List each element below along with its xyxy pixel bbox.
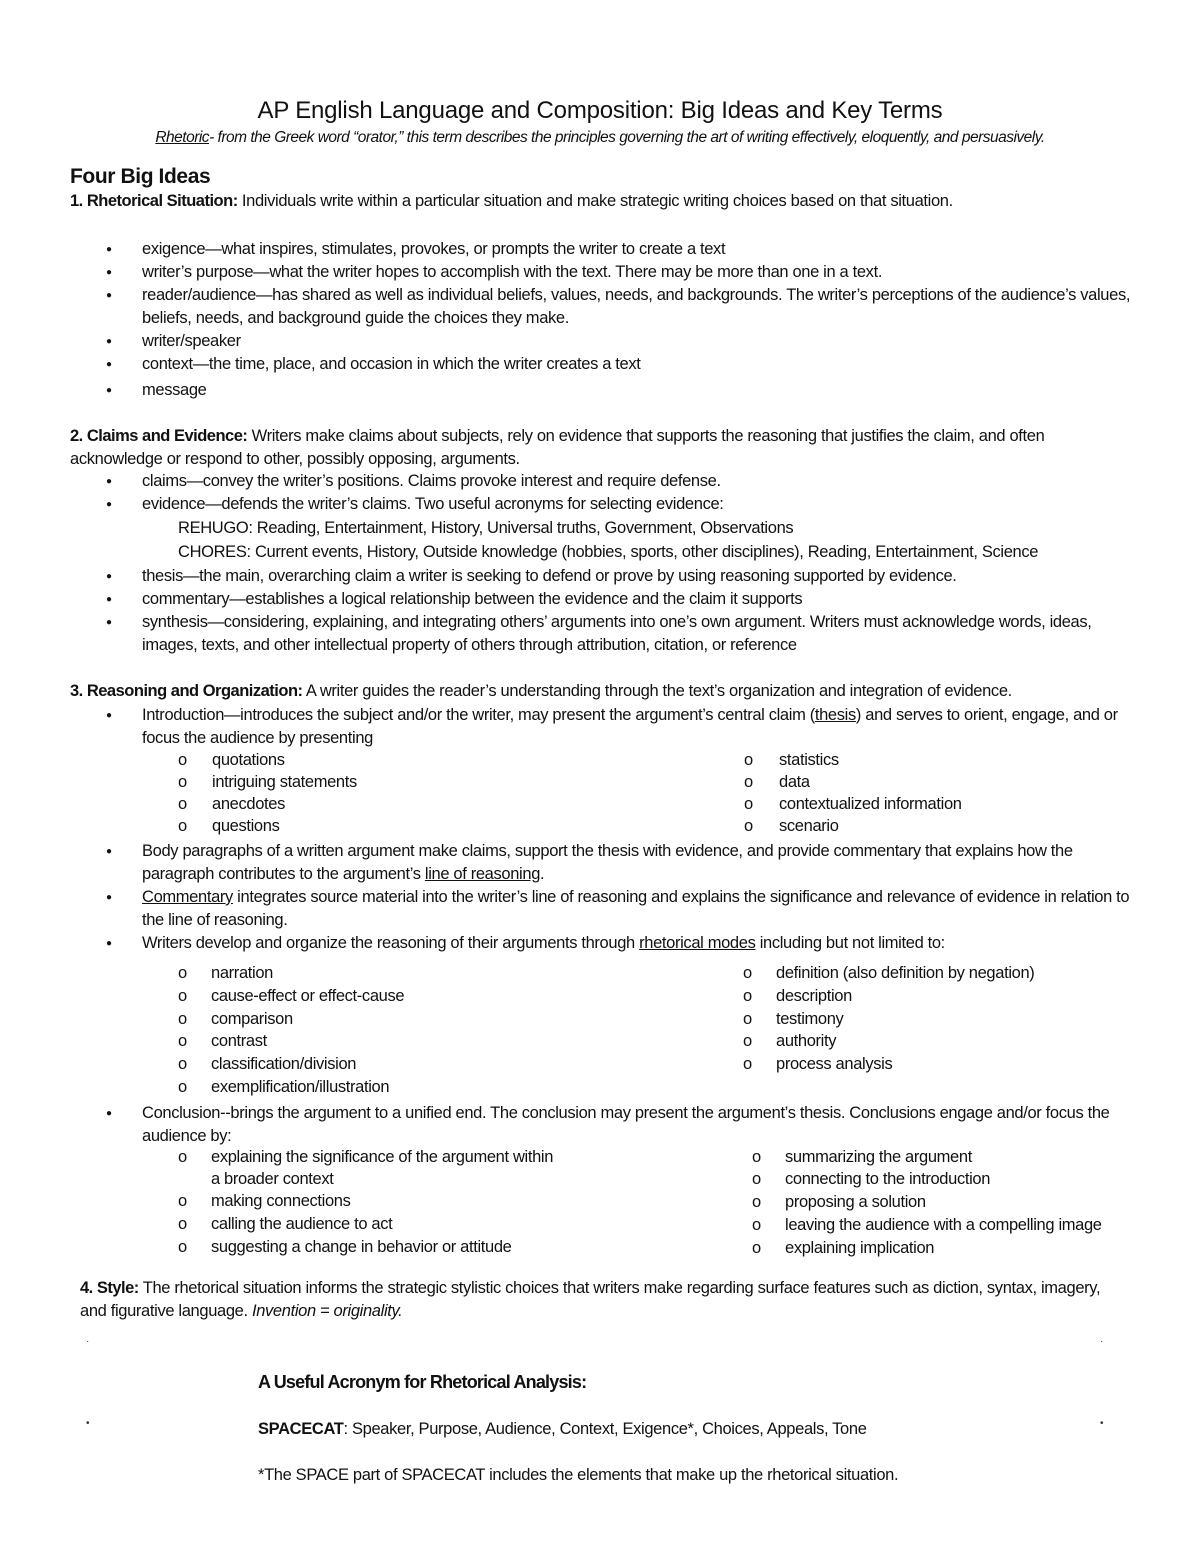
list-item: proposing a solution (785, 1193, 926, 1211)
idea2-bullet-list (0, 470, 1140, 516)
list-item (0, 704, 1140, 750)
sub-bullet-marker: o (178, 751, 187, 769)
list-item: narration (211, 964, 273, 982)
list-item: ● writer’s purpose—what the writer hopes to accomplish with the text. There may be more than one in a text. (0, 261, 1140, 284)
list-item: explaining implication (785, 1239, 935, 1257)
list-item: calling the audience to act (211, 1215, 393, 1233)
list-item: contextualized information (779, 795, 962, 813)
decorative-dot: · (86, 1336, 89, 1347)
list-item: statistics (779, 751, 839, 769)
list-item: cause-effect or effect-cause (211, 987, 405, 1005)
list-item: making connections (211, 1192, 351, 1210)
idea2-text: Writers make claims about subjects, rely on evidence that supports the reasoning that justifies the claim, and often acknowledge or respond to other, possibly opposing, arguments. (70, 427, 1045, 468)
modes-text-b: including but not limited to: (755, 934, 945, 952)
list-item: ● context—the time, place, and occasion in which the writer creates a text (0, 353, 1140, 376)
list-item: classification/division (211, 1055, 357, 1073)
intro-thesis-term: thesis (814, 706, 856, 724)
list-item: questions (212, 817, 280, 835)
sub-bullet-marker: o (178, 1032, 187, 1050)
idea4-italic: Invention = originality. (251, 1302, 403, 1320)
chores-line: CHORES: Current events, History, Outside knowledge (hobbies, sports, other disciplines), Reading, Entertainment, Science (178, 543, 1039, 561)
sub-bullet-marker: o (178, 964, 187, 982)
decorative-dot: • (86, 1418, 90, 1429)
list-item: authority (776, 1032, 837, 1050)
sub-bullet-marker: o (178, 817, 187, 835)
rehugo-line: REHUGO: Reading, Entertainment, History, Universal truths, Government, Observations (178, 519, 794, 537)
idea1-bullet-list (0, 238, 1140, 402)
sub-bullet-marker: o (744, 773, 753, 791)
sub-bullet-marker: o (178, 1055, 187, 1073)
intro-text-a: Introduction—introduces the subject and/or the writer, may present the argument’s central claim ( (142, 706, 815, 724)
list-item: summarizing the argument (785, 1148, 972, 1166)
idea1-paragraph (70, 190, 1130, 213)
idea3-paragraph (70, 680, 1130, 703)
spacecat-name: SPACECAT (258, 1420, 344, 1438)
list-item-continuation: a broader context (211, 1170, 334, 1188)
list-item: data (779, 773, 810, 791)
list-item: ● claims—convey the writer’s positions. Claims provoke interest and require defense. (0, 470, 1140, 493)
list-item (0, 886, 1140, 932)
sub-bullet-marker: o (744, 751, 753, 769)
rhetoric-definition-text: - from the Greek word “orator,” this term describes the principles governing the art of writing effectively, eloquently, and persuasively. (209, 129, 1045, 146)
sub-bullet-marker: o (752, 1239, 761, 1257)
sub-bullet-marker: o (752, 1170, 761, 1188)
spacecat-line (258, 1418, 867, 1441)
idea2-label: 2. Claims and Evidence: (70, 427, 248, 445)
sub-bullet-marker: o (744, 795, 753, 813)
list-item: anecdotes (212, 795, 285, 813)
commentary-text: integrates source material into the writer’s line of reasoning and explains the significance and relevance of evidence in relation to the line of reasoning. (142, 888, 1130, 929)
sub-bullet-marker: o (178, 1215, 187, 1233)
section-heading: Four Big Ideas (70, 165, 211, 188)
list-item: ● thesis—the main, overarching claim a writer is seeking to defend or prove by using reasoning supported by evidence. (0, 565, 1140, 588)
sub-bullet-marker: o (743, 987, 752, 1005)
sub-bullet-marker: o (743, 964, 752, 982)
spacecat-note: *The SPACE part of SPACECAT includes the elements that make up the rhetorical situation. (258, 1466, 899, 1484)
list-item (0, 840, 1140, 886)
idea3-text: A writer guides the reader’s understanding through the text’s organization and integration of evidence. (302, 682, 1012, 700)
idea3-label: 3. Reasoning and Organization: (70, 682, 303, 700)
sub-bullet-marker: o (178, 987, 187, 1005)
list-item: comparison (211, 1010, 293, 1028)
list-item: explaining the significance of the argument within (211, 1148, 554, 1166)
acronym-heading: A Useful Acronym for Rhetorical Analysis: (258, 1372, 587, 1392)
decorative-dot: • (1100, 1418, 1104, 1429)
list-item: scenario (779, 817, 839, 835)
idea3-conclusion-bullet (0, 1102, 1140, 1148)
rhetoric-definition (0, 128, 1200, 148)
page-title: AP English Language and Composition: Big Ideas and Key Terms (257, 97, 943, 124)
idea1-label: 1. Rhetorical Situation: (70, 192, 238, 210)
list-item: contrast (211, 1032, 267, 1050)
sub-bullet-marker: o (178, 1148, 187, 1166)
list-item: description (776, 987, 852, 1005)
sub-bullet-marker: o (178, 1238, 187, 1256)
idea4-paragraph (80, 1277, 1120, 1323)
list-item: ● evidence—defends the writer’s claims. Two useful acronyms for selecting evidence: (0, 493, 1140, 516)
body-text-a: Body paragraphs of a written argument make claims, support the thesis with evidence, and provide commentary that explains how the paragraph contributes to the argument’s (142, 842, 1073, 883)
sub-bullet-marker: o (743, 1055, 752, 1073)
sub-bullet-marker: o (178, 1192, 187, 1210)
sub-bullet-marker: o (178, 773, 187, 791)
list-item: ● reader/audience—has shared as well as individual beliefs, values, needs, and backgrounds. The writer’s perceptions of the audience’s values, beliefs, needs, and background guide the choices they make. (0, 284, 1140, 330)
sub-bullet-marker: o (752, 1193, 761, 1211)
list-item: testimony (776, 1010, 844, 1028)
sub-bullet-marker: o (752, 1148, 761, 1166)
idea3-intro-bullet (0, 704, 1140, 750)
sub-bullet-marker: o (743, 1032, 752, 1050)
sub-bullet-marker: o (744, 817, 753, 835)
idea4-text: The rhetorical situation informs the strategic stylistic choices that writers make regarding surface features such as diction, syntax, imagery, and figurative language. (80, 1279, 1101, 1320)
idea1-text: Individuals write within a particular situation and make strategic writing choices based on that situation. (237, 192, 953, 210)
idea4-label: 4. Style: (80, 1279, 139, 1297)
sub-bullet-marker: o (752, 1216, 761, 1234)
list-item: ● commentary—establishes a logical relationship between the evidence and the claim it supports (0, 588, 1140, 611)
sub-bullet-marker: o (743, 1010, 752, 1028)
list-item: leaving the audience with a compelling image (785, 1216, 1102, 1234)
modes-text-a: Writers develop and organize the reasoning of their arguments through (142, 934, 640, 952)
list-item: ● exigence—what inspires, stimulates, provokes, or prompts the writer to create a text (0, 238, 1140, 261)
list-item: ● writer/speaker (0, 330, 1140, 353)
sub-bullet-marker: o (178, 1078, 187, 1096)
list-item: process analysis (776, 1055, 893, 1073)
commentary-term: Commentary (142, 888, 233, 906)
list-item: intriguing statements (212, 773, 357, 791)
intro-text-b: ) and serves to orient, engage, and or focus the audience by presenting (142, 706, 1118, 747)
idea3-body-bullets (0, 840, 1140, 955)
line-of-reasoning-term: line of reasoning (424, 865, 541, 883)
body-text-b: . (540, 865, 545, 883)
spacecat-expansion: : Speaker, Purpose, Audience, Context, Exigence*, Choices, Appeals, Tone (343, 1420, 867, 1438)
decorative-dot: · (1100, 1336, 1103, 1347)
rhetoric-term: Rhetoric (155, 129, 210, 146)
list-item: suggesting a change in behavior or attitude (211, 1238, 512, 1256)
list-item: ● Conclusion--brings the argument to a unified end. The conclusion may present the argument’s thesis. Conclusions engage and/or focus the audience by: (0, 1102, 1140, 1148)
list-item: definition (also definition by negation) (776, 964, 1035, 982)
list-item: ● synthesis—considering, explaining, and integrating others’ arguments into one’s own argument. Writers must acknowledge words, ideas, images, texts, and other intellectual property of others through attribution, citation, or reference (0, 611, 1140, 657)
list-item: connecting to the introduction (785, 1170, 991, 1188)
idea2-bullet-list-2 (0, 565, 1140, 657)
list-item (0, 932, 1140, 955)
idea2-paragraph (70, 425, 1130, 471)
sub-bullet-marker: o (178, 1010, 187, 1028)
list-item: exemplification/illustration (211, 1078, 390, 1096)
list-item: ● message (0, 379, 1140, 402)
sub-bullet-marker: o (178, 795, 187, 813)
list-item: quotations (212, 751, 285, 769)
rhetorical-modes-term: rhetorical modes (639, 934, 756, 952)
